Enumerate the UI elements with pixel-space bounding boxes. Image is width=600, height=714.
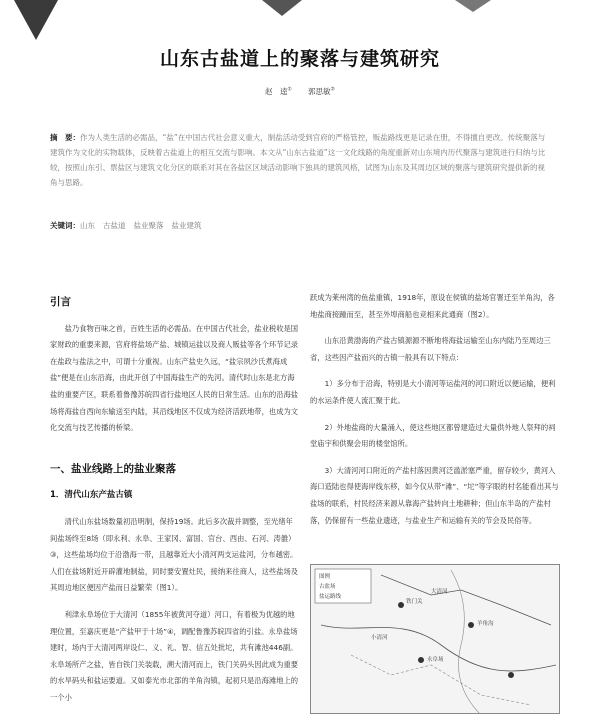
map-figure <box>310 564 560 714</box>
map-label: 铁门关 <box>406 599 423 605</box>
paragraph: 跃成为莱州湾的鱼盐重镇，1918年，原设在侯镇的盐场官署迁至羊角沟，各地盐商接踵而至，甚至外埠商船也竞相来此通商（图2）。 <box>310 293 555 319</box>
paragraph: 山东沿黄渤海的产盐古镇源源不断地将海盐运输至山东内陆乃至周边三省，这些因产盐而兴的古镇一般具有以下特点： <box>310 336 551 362</box>
paragraph: 清代山东盐场数量初沿明制，保持19场。此后多次裁并调整，至光绪年间盐场终至8场（即永利、永阜、王家冈、富国、官台、西由、石河、涛雒）③，这些盐场均位于沿渤海一带，且越靠近大小清河两支运盐河，分布越密。人们在盐场附近开辟灌地制盐，同时要安置灶民，接纳来往商人，这些盐场及其周边地区便因产盐而日益繁荣（图1）。 <box>50 516 299 593</box>
page-title: 山东古盐道上的聚落与建筑研究 <box>159 48 440 70</box>
keyword: 盐业建筑 <box>171 221 202 230</box>
map-label: 盐运路线 <box>319 594 342 600</box>
abstract-label: 摘 要： <box>50 133 80 142</box>
author-name: 郭思敏 <box>308 87 331 96</box>
abstract <box>50 130 550 190</box>
section-heading: 一、盐业线路上的盐业聚落 <box>50 462 176 475</box>
right-column <box>310 290 560 529</box>
map-label: 永阜场 <box>427 657 444 663</box>
paragraph: 盐乃食物百味之首，百姓生活的必需品。在中国古代社会，盐业税收是国家财政的重要来源，官府将盐场产盐、城镇运盐以及商人贩盐等各个环节记录在盐政与盐法之中，可谓十分重视。山东产盐史久远，“盐宗夙沙氏煮海成盐”便是在山东沿海，由此开创了中国海盐生产的先河。清代时山东是北方海盐的重要产区，联系着鲁豫苏皖四省行盐地区人民的日常生活。山东的沿海盐场将海盐自西向东输送至内陆，其沿线地区不仅成为经济活跃地带，也成为文化交流与技艺传播的桥梁。 <box>50 323 299 433</box>
left-column <box>50 290 300 706</box>
map-label: 古盐场 <box>319 584 336 590</box>
map-label: 小清河 <box>371 635 388 641</box>
author-name: 赵 逵 <box>265 87 288 96</box>
decorative-triangle <box>14 0 58 40</box>
authors <box>0 86 600 97</box>
map-label: 大清河 <box>431 589 448 595</box>
keywords <box>50 220 550 231</box>
keyword: 山东 <box>80 221 95 230</box>
keywords-label: 关键词： <box>50 221 80 230</box>
map-label: 羊角沟 <box>477 621 494 627</box>
paragraph: 2）外地盐商的大量涌入，使这些地区都曾建造过大量供外地人祭拜的祠堂庙宇和供聚会用的楼堂馆所。 <box>310 422 556 449</box>
decorative-triangle <box>262 0 302 16</box>
keyword: 古盐道 <box>103 221 126 230</box>
keyword: 盐业聚落 <box>133 221 164 230</box>
decorative-triangle <box>455 0 491 12</box>
section-heading: 引言 <box>50 296 71 308</box>
abstract-text: 作为人类生活的必需品，“盐”在中国古代社会意义重大，制盐活动受到官府的严格管控，贩盐路线更是记录在册，不得擅自更改。传统聚落与建筑作为文化的实物载体，反映着古盐道上的相互交流与影响。本文从“山东古盐道”这一文化线路的角度重新对山东境内历代聚落与建筑进行归纳与比较，按照山东引、票盐区与建筑文化分区的联系对其在各盐区区域活动影响下独具的建筑风格，试图为山东及其周边区域的聚落与建筑研究提供新的视角与思路。 <box>50 133 546 187</box>
author-mark: ① <box>287 86 292 93</box>
author-mark: ② <box>330 86 335 93</box>
paragraph: 利津永阜场位于大清河（1855年被黄河夺道）河口，有着极为优越的地理位置，至嘉庆更是“产盐甲于十场”④，调配鲁豫苏皖四省的引盐。永阜盐场建时，场内于大清河两岸设仁、义、礼、智、信五处批坨，共有滩池446副。永阜场所产之盐，皆自铁门关装载，溯大清河而上，铁门关码头因此成为重要的水旱码头和盐运要道。又如泰光市北部的羊角沟镇，起初只是沿海滩地上的一个小 <box>50 609 299 702</box>
map-label: 图例 <box>319 574 331 580</box>
paragraph: 1）多分布于沿海，特别是大小清河等运盐河的河口附近以便运输，便利的水运条件使人流汇聚于此。 <box>310 379 556 405</box>
subsection-heading: 1．清代山东产盐古镇 <box>50 490 133 501</box>
paragraph: 3）大清河河口附近的产盐村落因黄河泛滥淤塞严重，留存较少，黄河入海口造陆也得使海岸线东移，如今仅从带“滩”、“坨”等字眼的村名能看出其与盐场的联系，村民经济来源从靠海产盐转向土地耕种；但山东半岛的产盐村落，仍保留有一些盐业遗迹，与盐业生产和运输有关的节会及民俗等。 <box>310 465 559 525</box>
